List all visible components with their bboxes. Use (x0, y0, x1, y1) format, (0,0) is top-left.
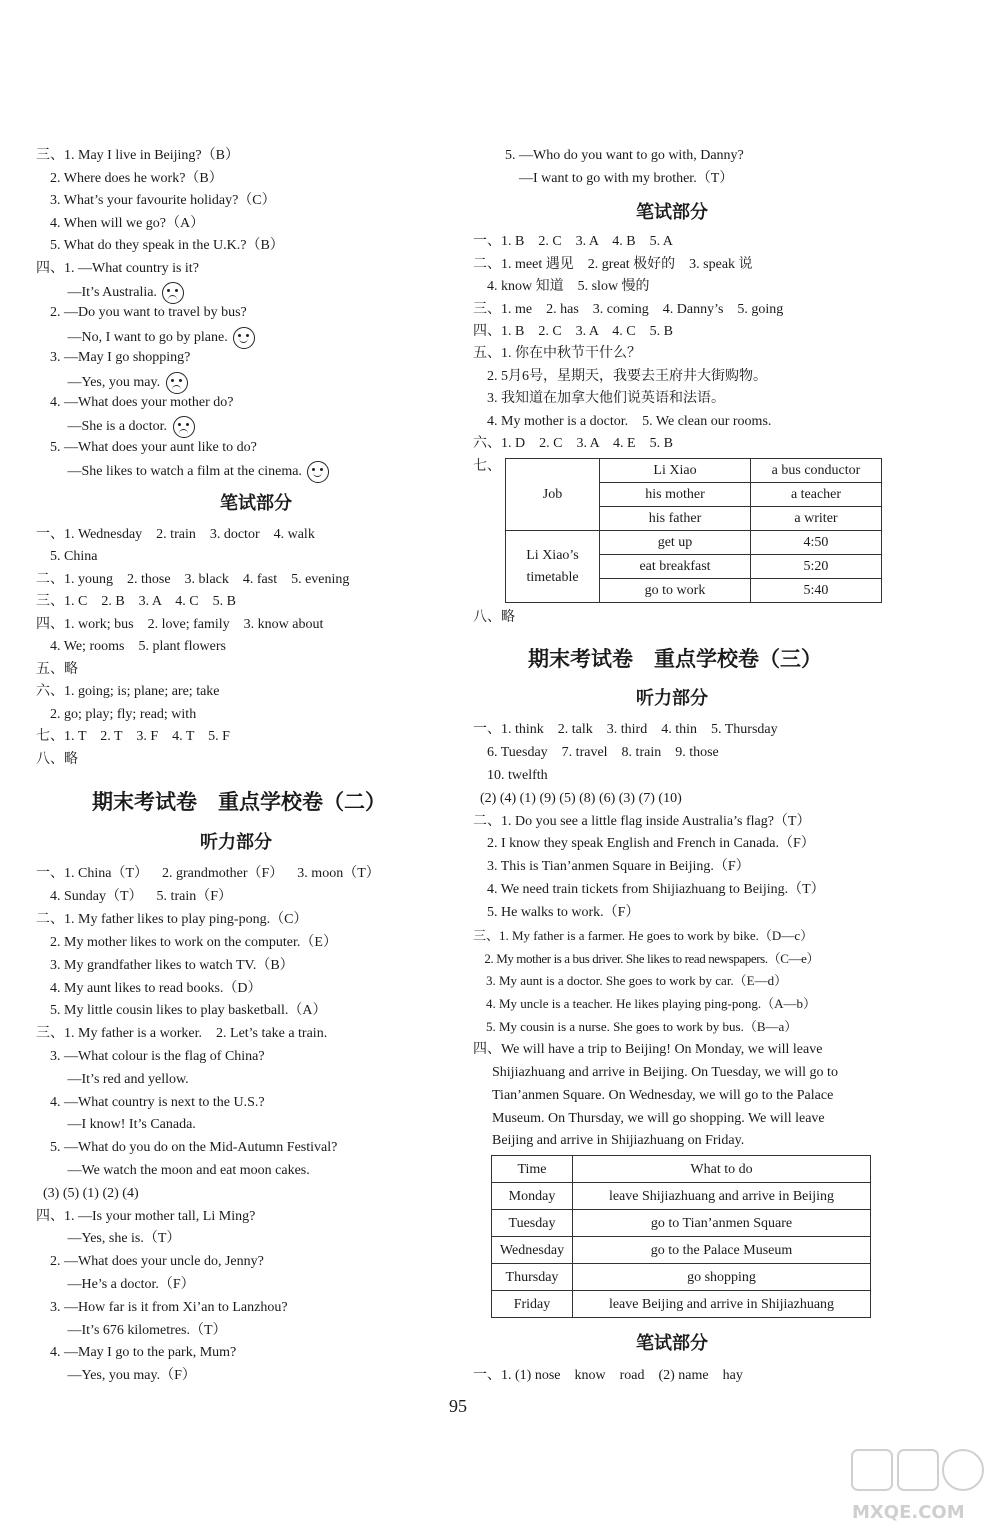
table-header-cell: What to do (573, 1156, 871, 1183)
text-line: 五、略 (36, 662, 78, 677)
text-line: 四、1. work; bus 2. love; family 3. know about (36, 617, 324, 632)
text-line: 4. know 知道 5. slow 慢的 (473, 279, 650, 294)
text-line: 四、We will have a trip to Beijing! On Monday, we will leave (473, 1042, 823, 1057)
table-cell: go shopping (573, 1264, 871, 1291)
text-line: 一、1. think 2. talk 3. third 4. thin 5. Thursday (473, 722, 778, 737)
table-cell: Wednesday (492, 1237, 573, 1264)
table-cell: get up (600, 531, 751, 555)
text-line: 5. My little cousin likes to play basketball.（A） (36, 1003, 327, 1018)
table-row (506, 459, 882, 483)
text-line: 10. twelfth (473, 768, 548, 783)
text-line (36, 372, 190, 394)
text-line: 二、1. meet 遇见 2. great 极好的 3. speak 说 (473, 257, 753, 272)
text-line: —I want to go with my brother.（T） (505, 171, 734, 186)
table-cell: Li Xiao’s timetable (506, 531, 600, 603)
happy-face-icon (233, 327, 255, 349)
text-line: 三、1. C 2. B 3. A 4. C 5. B (36, 594, 236, 609)
text-line: —It’s 676 kilometres.（T） (36, 1323, 227, 1338)
text-line: 3. My grandfather likes to watch TV.（B） (36, 958, 294, 973)
text-line: 5. —What does your aunt like to do? (36, 440, 257, 455)
table-cell: Tuesday (492, 1210, 573, 1237)
sad-face-icon (173, 416, 195, 438)
sad-face-icon (166, 372, 188, 394)
text-line: 八、略 (36, 752, 78, 767)
text-line: 6. Tuesday 7. travel 8. train 9. those (473, 745, 719, 760)
page-number: 95 (449, 1396, 467, 1416)
text-line: —Yes, you may.（F） (36, 1368, 196, 1383)
text-line: 2. My mother is a bus driver. She likes to read newspapers.（C—e） (473, 951, 820, 966)
text-line: 一、1. B 2. C 3. A 4. B 5. A (473, 234, 673, 249)
text-line: (3) (5) (1) (2) (4) (36, 1186, 139, 1201)
table-cell: 5:20 (751, 555, 882, 579)
text-line: Museum. On Thursday, we will go shopping. We will leave (492, 1111, 825, 1126)
text-line: 3. —What colour is the flag of China? (36, 1049, 265, 1064)
table-cell: go to the Palace Museum (573, 1237, 871, 1264)
text-line: 4. —What does your mother do? (36, 395, 234, 410)
text-line: —We watch the moon and eat moon cakes. (36, 1163, 310, 1178)
table-row (492, 1183, 871, 1210)
section-title-written: 笔试部分 (636, 1333, 708, 1354)
text-line: 5. What do they speak in the U.K.?（B） (36, 238, 284, 253)
text-line: 4. My mother is a doctor. 5. We clean our rooms. (473, 414, 772, 429)
section-title-listening: 听力部分 (200, 832, 272, 853)
text-line: 2. —Do you want to travel by bus? (36, 305, 247, 320)
table-cell: Friday (492, 1291, 573, 1318)
text-line: 七、1. T 2. T 3. F 4. T 5. F (36, 729, 230, 744)
table-cell: Li Xiao (600, 459, 751, 483)
text-line: 七、 (473, 459, 501, 474)
table-cell: Monday (492, 1183, 573, 1210)
exam-title: 期末考试卷 重点学校卷（三） (528, 647, 822, 671)
section-title-listening: 听力部分 (636, 688, 708, 709)
text-line: 4. Sunday（T） 5. train（F） (36, 889, 232, 904)
text-line: 2. Where does he work?（B） (36, 171, 223, 186)
text-line: 三、1. me 2. has 3. coming 4. Danny’s 5. going (473, 302, 784, 317)
table-cell: 5:40 (751, 579, 882, 603)
text-line: 三、1. May I live in Beijing?（B） (36, 148, 239, 163)
table-header-row (492, 1156, 871, 1183)
text-line: 4. —What country is next to the U.S.? (36, 1095, 265, 1110)
text-line: 4. We; rooms 5. plant flowers (36, 639, 226, 654)
text-line: 4. My aunt likes to read books.（D） (36, 981, 262, 996)
text-line (36, 416, 197, 438)
text-line (36, 327, 257, 349)
dialog-line: —She is a doctor. (36, 419, 168, 435)
table-row (506, 531, 882, 555)
text-line: 八、略 (473, 610, 515, 625)
table-cell: go to work (600, 579, 751, 603)
text-line: 5. —What do you do on the Mid-Autumn Festival? (36, 1140, 338, 1155)
job-timetable-table (505, 458, 882, 603)
text-line: —Yes, she is.（T） (36, 1231, 181, 1246)
watermark-logo (848, 1446, 988, 1526)
text-line: 4. We need train tickets from Shijiazhuang to Beijing.（T） (473, 882, 825, 897)
text-line: 二、1. Do you see a little flag inside Australia’s flag?（T） (473, 814, 811, 829)
text-line: 一、1. (1) nose know road (2) name hay (473, 1368, 743, 1383)
dialog-line: —She likes to watch a film at the cinema. (36, 464, 302, 480)
text-line: 五、1. 你在中秋节干什么？ (473, 346, 641, 361)
table-header-cell: Time (492, 1156, 573, 1183)
text-line: 一、1. Wednesday 2. train 3. doctor 4. walk (36, 527, 315, 542)
text-line: 4. When will we go?（A） (36, 216, 205, 231)
table-cell: a writer (751, 507, 882, 531)
text-line: 六、1. going; is; plane; are; take (36, 684, 220, 699)
trip-schedule-table (491, 1155, 871, 1318)
table-cell: his mother (600, 483, 751, 507)
text-line: 2. go; play; fly; read; with (36, 707, 197, 722)
text-line: Shijiazhuang and arrive in Beijing. On Tuesday, we will go to (492, 1065, 838, 1080)
table-cell: his father (600, 507, 751, 531)
happy-face-icon (307, 461, 329, 483)
text-line: 一、1. China（T） 2. grandmother（F） 3. moon（T） (36, 866, 380, 881)
text-line: 2. I know they speak English and French in Canada.（F） (473, 836, 815, 851)
text-line: 二、1. young 2. those 3. black 4. fast 5. evening (36, 572, 350, 587)
dialog-line: —Yes, you may. (36, 375, 161, 391)
text-line: 2. 5月6号，星期天，我要去王府井大街购物。 (473, 369, 767, 384)
table-cell: eat breakfast (600, 555, 751, 579)
table-row (492, 1264, 871, 1291)
table-row (492, 1291, 871, 1318)
text-line: 三、1. My father is a worker. 2. Let’s take a train. (36, 1026, 328, 1041)
dialog-line: —No, I want to go by plane. (36, 330, 228, 346)
text-line: 5. —Who do you want to go with, Danny? (505, 148, 744, 163)
exam-title: 期末考试卷 重点学校卷（二） (92, 790, 386, 814)
table-cell: leave Shijiazhuang and arrive in Beijing (573, 1183, 871, 1210)
table-cell: a bus conductor (751, 459, 882, 483)
text-line: 四、1. —Is your mother tall, Li Ming? (36, 1209, 256, 1224)
text-line: 四、1. —What country is it? (36, 261, 199, 276)
text-line: 六、1. D 2. C 3. A 4. E 5. B (473, 436, 673, 451)
text-line: 5. My cousin is a nurse. She goes to work by bus.（B—a） (473, 1019, 798, 1034)
table-cell: 4:50 (751, 531, 882, 555)
text-line: —He’s a doctor.（F） (36, 1277, 195, 1292)
table-cell: go to Tian’anmen Square (573, 1210, 871, 1237)
dialog-line: —It’s Australia. (36, 285, 157, 301)
text-line: 3. This is Tian’anmen Square in Beijing.（F） (473, 859, 750, 874)
text-line: 三、1. My father is a farmer. He goes to work by bike.（D—c） (473, 928, 814, 943)
text-line: 3. My aunt is a doctor. She goes to work by car.（E—d） (473, 973, 788, 988)
text-line: 2. —What does your uncle do, Jenny? (36, 1254, 264, 1269)
table-row (492, 1237, 871, 1264)
table-cell: Thursday (492, 1264, 573, 1291)
text-line: 二、1. My father likes to play ping-pong.（C） (36, 912, 308, 927)
text-line: 3. —May I go shopping? (36, 350, 191, 365)
text-line (36, 461, 331, 483)
text-line (36, 282, 186, 304)
text-line: 3. 我知道在加拿大他们说英语和法语。 (473, 391, 725, 406)
text-line: (2) (4) (1) (9) (5) (8) (6) (3) (7) (10) (473, 791, 682, 806)
text-line: 3. What’s your favourite holiday?（C） (36, 193, 276, 208)
text-line: Beijing and arrive in Shijiazhuang on Friday. (492, 1133, 745, 1148)
text-line: 四、1. B 2. C 3. A 4. C 5. B (473, 324, 673, 339)
text-line: 4. —May I go to the park, Mum? (36, 1345, 237, 1360)
text-line: —It’s red and yellow. (36, 1072, 189, 1087)
sad-face-icon (162, 282, 184, 304)
svg-text:MXQE.COM: MXQE.COM (852, 1502, 965, 1523)
text-line: 3. —How far is it from Xi’an to Lanzhou? (36, 1300, 288, 1315)
text-line: 4. My uncle is a teacher. He likes playing ping-pong.（A—b） (473, 996, 816, 1011)
section-title-written: 笔试部分 (220, 493, 292, 514)
text-line: 2. My mother likes to work on the computer.（E） (36, 935, 337, 950)
table-cell: leave Beijing and arrive in Shijiazhuang (573, 1291, 871, 1318)
table-cell: Job (506, 459, 600, 531)
table-cell: a teacher (751, 483, 882, 507)
text-line: Tian’anmen Square. On Wednesday, we will go to the Palace (492, 1088, 834, 1103)
section-title-written: 笔试部分 (636, 202, 708, 223)
text-line: 5. China (36, 549, 98, 564)
table-row (492, 1210, 871, 1237)
text-line: —I know! It’s Canada. (36, 1117, 196, 1132)
text-line: 5. He walks to work.（F） (473, 905, 640, 920)
